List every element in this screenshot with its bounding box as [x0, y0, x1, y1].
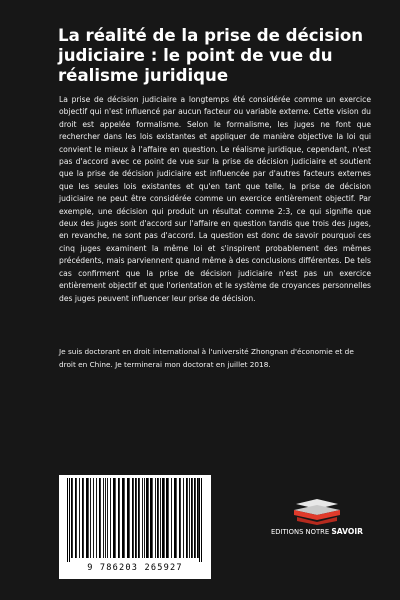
barcode-bar [186, 478, 188, 558]
barcode-guard-bar [67, 478, 68, 562]
stacked-books-icon [282, 498, 352, 526]
isbn-barcode [59, 475, 211, 579]
barcode-bar [122, 478, 125, 558]
publisher-name-bold: SAVOIR [331, 527, 364, 536]
barcode-bar [179, 478, 181, 558]
barcode-bar [110, 478, 111, 558]
barcode-bar [155, 478, 156, 558]
barcode-bar [79, 478, 80, 558]
barcode-bar [183, 478, 184, 558]
barcode-bar [135, 478, 137, 558]
barcode-bar [138, 478, 140, 558]
author-bio: Je suis doctorant en droit international à l'université Zhongnan d'économie et de droit en Chine. Je terminerai mon doctorat en juillet 2018. [59, 347, 354, 369]
barcode-bar [132, 478, 134, 558]
barcode-bar [197, 478, 199, 558]
barcode-bar [146, 478, 149, 558]
barcode-bar [105, 478, 106, 558]
barcode-bar [160, 478, 161, 558]
barcode-guard-bar [199, 478, 200, 562]
barcode-bar [191, 478, 193, 558]
isbn-number: 9 786203 265927 [87, 563, 183, 573]
book-title: La réalité de la prise de décision judiciaire : le point de vue du réalisme juridique [58, 26, 364, 85]
barcode-bar [118, 478, 120, 558]
barcode-bar [82, 478, 84, 558]
barcode-bar [189, 478, 190, 558]
book-summary: La prise de décision judiciaire a longtemps été considérée comme un exercice objectif qui n'est influencé par aucun facteur ou variable externe. Cette vision du droit est appelée formalisme. Selon le formalisme, les juges ne font que rechercher dans les lois existantes et appliquer de manière objective la loi qui convient le mieux à l'affaire en question. Le réalisme juridique, cependant, n'est pas d'accord avec ce point de vue sur la prise de décision judiciaire et soutient que la prise de décision judiciaire est influencée par d'autres facteurs externes que les seules lois existantes et qu'en tant que telle, la prise de décision judiciaire ne peut être considérée comme un exercice entièrement objectif. Par exemple, une décision qui produit un résultat comme 2:3, ce qui signifie que deux des juges sont d'accord sur l'affaire en question tandis que trois des juges, en revanche, ne sont pas d'accord. La question est donc de savoir pourquoi ces cinq juges examinent la même loi et s'inspirent probablement des mêmes précédents, mais parviennent quand même à des conclusions différentes. De tels cas confirment que la prise de décision judiciaire n'est pas un exercice entièrement objectif et que l'orientation et le système de croyances personnelles des juges peuvent influencer leur prise de décision. [59, 95, 371, 303]
barcode-bar [113, 478, 116, 558]
barcode-bar [90, 478, 91, 558]
barcode-bar [71, 478, 73, 558]
barcode-bars [65, 478, 205, 562]
publisher-logo [262, 498, 372, 538]
barcode-bar [194, 478, 196, 558]
barcode-bar [171, 478, 172, 558]
barcode-bar [107, 478, 108, 558]
publisher-name [262, 527, 372, 536]
barcode-bar [93, 478, 94, 558]
barcode-bar [75, 478, 77, 558]
publisher-name-light: EDITIONS NOTRE [270, 528, 332, 536]
barcode-bar [96, 478, 97, 558]
barcode-guard-bar [201, 478, 202, 562]
barcode-bar [150, 478, 153, 558]
barcode-bar [142, 478, 143, 558]
barcode-bar [174, 478, 177, 558]
barcode-guard-bar [69, 478, 70, 562]
barcode-bar [157, 478, 159, 558]
barcode-bar [162, 478, 165, 558]
barcode-bar [99, 478, 101, 558]
barcode-bar [103, 478, 104, 558]
barcode-bar [86, 478, 89, 558]
barcode-bar [166, 478, 169, 558]
barcode-bar [127, 478, 130, 558]
barcode-bar [144, 478, 145, 558]
